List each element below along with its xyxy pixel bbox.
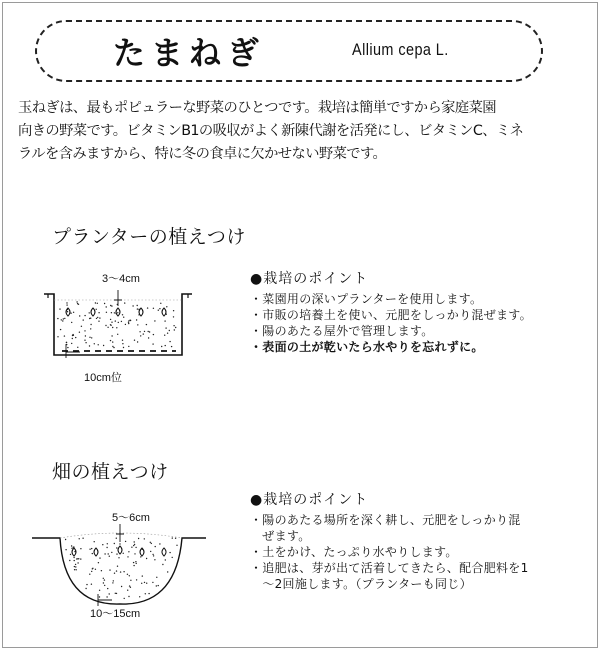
page-title: たまねぎ bbox=[113, 34, 266, 72]
planter-depth-marker bbox=[114, 290, 122, 306]
field-section-title: 畑の植えつけ bbox=[52, 461, 169, 483]
field-points bbox=[250, 489, 529, 592]
intro-line: 向きの野菜です。ビタミンB1の吸収がよく新陳代謝を活発にし、ビタミンC、ミネ bbox=[18, 123, 524, 139]
title-banner bbox=[35, 20, 543, 82]
planter-section-title: プランターの植えつけ bbox=[52, 226, 246, 248]
field-soil-dots bbox=[65, 537, 178, 599]
field-point-item: ・土をかけ、たっぷり水やりします。 bbox=[250, 545, 458, 559]
planter-point-item: ・市販の培養土を使い、元肥をしっかり混ぜます。 bbox=[250, 308, 532, 322]
planter-points-heading: ●栽培のポイント bbox=[250, 271, 369, 287]
intro-line: ラルを含みますから、特に冬の食卓に欠かせない野菜です。 bbox=[18, 146, 387, 162]
intro-line: 玉ねぎは、最もポピュラーな野菜のひとつです。栽培は簡単ですから家庭菜園 bbox=[18, 100, 496, 116]
field-point-item: ・陽のあたる場所を深く耕し、元肥をしっかり混 bbox=[250, 513, 521, 527]
field-diagram bbox=[30, 518, 210, 608]
intro-paragraph bbox=[18, 97, 588, 166]
planter-points bbox=[250, 268, 532, 355]
scientific-name: Allium cepa L. bbox=[352, 40, 449, 59]
planter-point-item: ・菜園用の深いプランターを使用します。 bbox=[250, 292, 483, 306]
planter-point-item: ・表面の土が乾いたら水やりを忘れずに。 bbox=[250, 340, 484, 354]
field-spacing-label: 10～15cm bbox=[90, 608, 141, 620]
planter-point-item: ・陽のあたる屋外で管理します。 bbox=[250, 324, 434, 338]
planter-spacing-label: 10cm位 bbox=[84, 372, 122, 384]
field-bulbs bbox=[72, 546, 166, 556]
field-point-item: ～2回施します。（プランターも同じ） bbox=[250, 577, 472, 591]
field-point-item: ぜます。 bbox=[250, 529, 311, 543]
planter-bulbs bbox=[66, 308, 166, 316]
planter-soil-dots bbox=[57, 301, 176, 348]
field-depth-label: 5～6cm bbox=[112, 512, 150, 524]
planter-diagram bbox=[40, 282, 200, 362]
field-points-heading: ●栽培のポイント bbox=[250, 492, 369, 508]
planter-depth-label: 3～4cm bbox=[102, 273, 140, 285]
field-point-item: ・追肥は、芽が出て活着してきたら、配合肥料を1 bbox=[250, 561, 529, 575]
